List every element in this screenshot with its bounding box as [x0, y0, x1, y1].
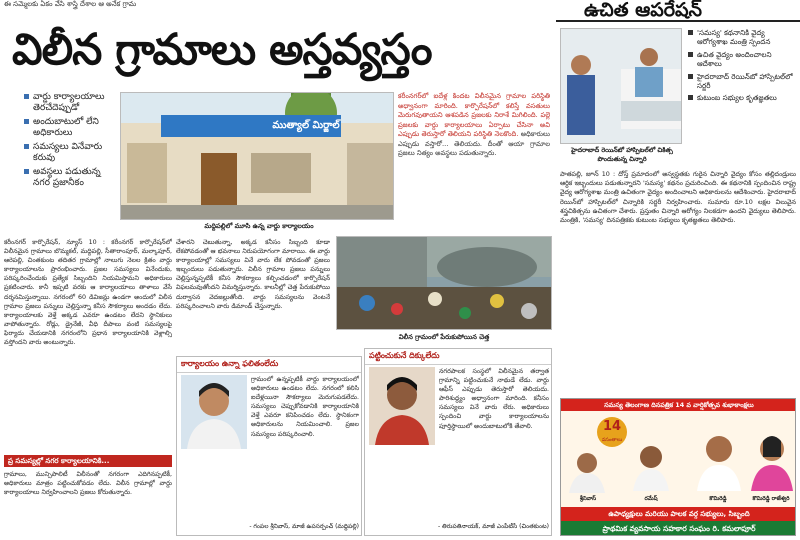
hospital-photo — [560, 28, 682, 144]
quote-box-1-title: కార్యాలయం ఉన్నా ఫలితంలేదు — [177, 357, 361, 373]
ad-person-3-avatar-icon — [695, 431, 743, 491]
right-bullet-text: హైదరాబాద్ రెయిన్‌బో హాస్పిటల్‌లో సర్జరీ — [697, 71, 793, 91]
body-col1 — [4, 238, 172, 452]
bullet-item — [24, 117, 118, 139]
bullet-square-icon — [24, 94, 29, 99]
ad-name-4-text: కొమిరెడ్డి రాజేశ్వరి — [752, 496, 790, 502]
right-bullet-text: ఉచిత వైద్యం అందించాలని ఆదేశాలు — [697, 49, 772, 69]
bullet-item — [24, 167, 118, 189]
ward-office-illustration — [121, 93, 394, 220]
right-bullet-item — [688, 28, 796, 47]
bullet-square-icon — [688, 74, 693, 79]
quote-box-2-title: పట్టించుకునే దిక్కులేదు — [365, 349, 551, 365]
body-col1-subhead-text: ప్ర సమస్యల్లో నగర కార్యాలయానికి... — [8, 457, 110, 465]
photo1-caption — [124, 222, 394, 232]
quote-box-2 — [364, 348, 552, 536]
bullet-text: సమస్యలు వినేవారు కరువు — [33, 142, 103, 163]
right-bullet-text: కుటుంబ సభ్యుల కృతజ్ఞతలు — [697, 93, 777, 103]
ad-bottom-red — [561, 507, 796, 521]
ad-name-4 — [745, 495, 796, 504]
quote-box-1-credit — [181, 523, 359, 533]
ad-name-2-text: రమేష్ — [644, 496, 658, 502]
bullet-text: వార్డు కార్యాలయాలు తెరచేదెప్పుడో — [33, 92, 105, 113]
photo1-caption-text: మద్దిపల్లిలో మూసి ఉన్న వార్డు కార్యాలయం — [204, 222, 314, 230]
ad-person-4 — [749, 431, 795, 491]
bullet-square-icon — [688, 95, 693, 100]
bullet-square-icon — [24, 119, 29, 124]
bullet-square-icon — [688, 52, 693, 57]
person-2-avatar-icon — [369, 367, 435, 445]
ward-office-sign — [261, 116, 351, 136]
ad-person-2-avatar-icon — [631, 441, 671, 491]
quote-box-2-credit-text: - తిరుపతినాయక్, మాజీ ఎంపీటీసీ (చింతకుంట) — [437, 523, 549, 530]
top-strip-left — [4, 0, 504, 12]
right-bullet-item — [688, 72, 796, 91]
bullet-text: అవస్థలు పడుతున్న నగర ప్రజానీకం — [33, 167, 101, 188]
body-col1-tail — [4, 470, 172, 536]
top-strip-text: ఈ సమ్మెలకు ఏకం వేసి శాస్త్రి దేశాల ఆ అనేక గ్రామ — [4, 0, 137, 8]
ad-person-2 — [631, 441, 671, 491]
quote-box-1-credit-text: - గంపల శ్రీనివాస్, మాజీ ఉపసర్పంచ్ (మద్దిపల్లి) — [249, 523, 359, 530]
ward-office-photo — [120, 92, 394, 220]
photo2-caption — [336, 333, 552, 343]
person-1-photo — [181, 375, 247, 449]
ad-name-2 — [625, 495, 677, 504]
hospital-photo-caption — [560, 146, 684, 166]
headline-text: విలీన గ్రామాలు అస్తవ్యస్తం — [12, 25, 432, 75]
ad-name-3-text: కొమిరెడ్డి — [709, 496, 727, 502]
headline — [12, 25, 552, 85]
person-2-photo — [369, 367, 435, 445]
bullet-item — [24, 142, 118, 164]
top-right-banner-text: ఉచిత ఆపరేషన్ — [584, 0, 702, 21]
ad-bottom-green — [561, 521, 796, 536]
ad-person-1 — [567, 449, 607, 493]
quote-box-1 — [176, 356, 362, 536]
red-intro-text: కరీంనగర్‌లో ఐదేళ్ల కిందట విలీనమైన గ్రామాల పరిస్థితి అధ్వానంగా మారింది. కార్పొరేషన్‌లో కలిస్తే వసతులు మెరుగవుతాయని ఆశపడిన ప్రజలకు నిరాశే మిగిలింది. పల్లె ప్రజలకు వార్డు కార్యాలయాలు ఏర్పాటు చేసినా అవి ఎప్పుడు తెరుస్తారో తెలియని పరిస్థితి నెలకొంది. — [398, 92, 550, 138]
top-right-banner — [556, 0, 800, 22]
right-bullet-item — [688, 93, 796, 102]
quote-box-2-body-text: నగరపాలక సంస్థలో విలీనమైన తర్వాత గ్రామాన్ని పట్టించుకునే నాథుడే లేడు. వార్డు ఆఫీస్ ఎప్పుడు తెరుస్తారో తెలియదు. పారిశుద్ధ్యం అధ్వానంగా మారింది. కనీసం సమస్యలు వినే వారు లేరు. అధికారులు స్పందించి వార్డు కార్యాలయాలను పూర్తిస్థాయిలో అందుబాటులోకి తేవాలి. — [439, 368, 549, 430]
bullet-item — [24, 92, 118, 114]
bullet-square-icon — [24, 144, 29, 149]
quote-box-2-credit — [369, 523, 549, 533]
right-col-body — [560, 170, 796, 394]
quote-box-1-body-text: గ్రామంలో ఉన్నప్పటికీ వార్డు కార్యాలయంలో అధికారులు ఉండటం లేదు. నగరంలో కలిసి ఐదేళ్లయినా సౌకర్యాలు మెరుగుపడలేదు. సమస్యలు చెప్పుకోవడానికి కార్యాలయానికి వెళ్తే ఎవరూ కనిపించడం లేదు. స్థానికంగా అధికారులను నియమించాలి. ప్రజల సమస్యలు పరిష్కరించాలి. — [251, 376, 359, 438]
quote-box-2-body — [439, 367, 549, 519]
garbage-photo — [336, 236, 552, 330]
ad-badge — [597, 417, 627, 447]
ad-banner — [561, 399, 796, 411]
ad-name-1-text: శ్రీనివాస్ — [579, 496, 597, 502]
right-bullet-list — [688, 28, 796, 164]
body-col1-tail-text: గ్రామాలు, మున్సిపాలిటీ విలీనంతో నగరంగా ఎదిగినప్పటికీ, అధికారులు మాత్రం పట్టించుకోవడం లేదు. విలీన గ్రామాల్లో వార్డు కార్యాలయాలు నిర్వహించాలని ప్రజలు కోరుతున్నారు. — [4, 471, 172, 497]
body-col2-text: చేశారని చెబుతున్నా, అక్కడ కనీసం సిబ్బంది కూడా లేకపోవడంతో ఆ భవనాలు నిరుపయోగంగా మారాయి. ఈ వార్డు కార్యాలయాల్లో సమస్యలు వినే వారు లేక పోవడంతో ప్రజలు ఇబ్బందులు పడుతున్నారు. విలీన గ్రామాల ప్రజలు పన్నులు చెల్లిస్తున్నప్పటికీ కనీస సౌకర్యాలు కల్పించడంలో కార్పొరేషన్ విఫలమవుతోందని విమర్శిస్తున్నారు. కాలనీల్లో చెత్త పేరుకుపోయి దుర్వాసన వెదజల్లుతోంది. వార్డు సమస్యలను వెంటనే పరిష్కరించాలని వారు డిమాండ్ చేస్తున్నారు. — [176, 239, 330, 310]
hospital-illustration — [561, 29, 682, 144]
right-bullet-item — [688, 50, 796, 69]
person-1-avatar-icon — [181, 375, 247, 449]
ad-name-1 — [563, 495, 613, 504]
hospital-photo-caption-text: హైదరాబాద్ రెయిన్‌బో హాస్పిటల్‌లో చికిత్స పొందుతున్న చిన్నారి — [571, 147, 673, 163]
bullet-text: అందుబాటులో లేని అధికారులు — [33, 117, 99, 138]
body-col2 — [176, 238, 330, 352]
ad-banner-text: సమస్య తెలంగాణ దినపత్రిక 14 వ వార్షికోత్సవ శుభాకాంక్షలు — [604, 401, 754, 409]
ad-person-3 — [695, 431, 743, 491]
ad-bottom-green-text: ప్రాథమిక వ్యవసాయ సహకార సంఘం రి. కమలాపూర్ — [602, 524, 756, 533]
ward-office-sign-text: ముత్యాల్ మిర్జాల్ — [272, 120, 340, 131]
body-col1-subhead — [4, 455, 172, 467]
bullet-square-icon — [688, 30, 693, 35]
ad-person-1-avatar-icon — [567, 449, 607, 493]
right-bullet-text: 'సమస్య' కథనానికి వైద్య ఆరోగ్యశాఖ మంత్రి స్పందన — [697, 28, 771, 47]
garbage-illustration — [337, 237, 552, 330]
photo2-caption-text: విలీన గ్రామంలో పేరుకుపోయిన చెత్త — [398, 333, 490, 341]
ad-name-3 — [691, 495, 745, 504]
red-intro — [398, 92, 550, 232]
ad-bottom-red-text: ఉపాధ్యక్షులు మరియు పాలక వర్గ సభ్యులు, సిబ్బంది — [608, 510, 750, 518]
ad-badge-sub: వసంతాలు — [601, 437, 623, 443]
quote-box-1-body — [251, 375, 359, 519]
anniversary-ad — [560, 398, 796, 536]
red-intro-tail: అధికారులు ఎప్పుడు వస్తారో... తెలియదు. దీంతో ఆయా గ్రామాల ప్రజలు నిత్యం అవస్థలు పడుతున్నారు. — [398, 130, 550, 157]
bullet-list — [24, 92, 118, 242]
bullet-square-icon — [24, 169, 29, 174]
body-col1-text: కరీంనగర్ కార్పొరేషన్, న్యూస్ 10 : కరీంనగర్ కార్పొరేషన్‌లో విలీనమైన గ్రామాలు బొమ్మకల్, మద్దిపల్లి, సీతారాంపూర్, మల్కాపూర్, ఆరెపల్లి, చింతకుంట తదితర గ్రామాల్లో నాలుగు నెలల క్రితం వార్డు కార్యాలయాలను ప్రారంభించారు. ప్రజల సమస్యలు వినేందుకు, పరిష్కరించేందుకు ప్రత్యేక సిబ్బందిని నియమిస్తామని అధికారులు ప్రకటించారు. కానీ ఇప్పటి వరకు ఆ కార్యాలయాలు తాళాలు వేసే దర్శనమిస్తున్నాయి. నగరంలో 60 డివిజన్లు ఉండగా అందులో విలీన గ్రామాల ప్రజలు పన్నులు చెల్లిస్తున్నా కనీస సౌకర్యాలు అందడం లేదు. కార్యాలయాలకు వెళ్తే అక్కడ ఎవరూ ఉండటం లేదని స్థానికులు వాపోతున్నారు. రోడ్లు, డ్రైనేజీ, వీధి దీపాలు వంటి సమస్యలపై ఫిర్యాదు చేయడానికి నగరంలోని ప్రధాన కార్యాలయానికి వెళ్లాల్సి వస్తోందని వారు అంటున్నారు. — [4, 239, 172, 347]
ad-badge-number: 14 — [602, 419, 622, 434]
ad-person-4-avatar-icon — [749, 431, 795, 491]
right-col-body-text: పాతపల్లి, జూన్ 10 : దోస్త్ ప్రమాదంలో అస్వస్థతకు గురైన చిన్నారి వైద్యం కోసం తల్లిదండ్రులు ఆర్థిక ఇబ్బందులు పడుతున్నారని 'సమస్య' కథనం ప్రచురించింది. ఈ కథనానికి స్పందించిన రాష్ట్ర వైద్య ఆరోగ్యశాఖ మంత్రి ఉచితంగా వైద్యం అందించాలని అధికారులను ఆదేశించారు. హైదరాబాద్ రెయిన్‌బో హాస్పిటల్‌లో చిన్నారికి సర్జరీ నిర్వహించారు. సుమారు రూ.10 లక్షల విలువైన శస్త్రచికిత్సను ఉచితంగా చేశారు. ప్రస్తుతం చిన్నారి ఆరోగ్యం నిలకడగా ఉందని వైద్యులు తెలిపారు. మంత్రికి, 'సమస్య' దినపత్రికకు కుటుంబ సభ్యులు కృతజ్ఞతలు తెలిపారు. — [560, 170, 796, 225]
